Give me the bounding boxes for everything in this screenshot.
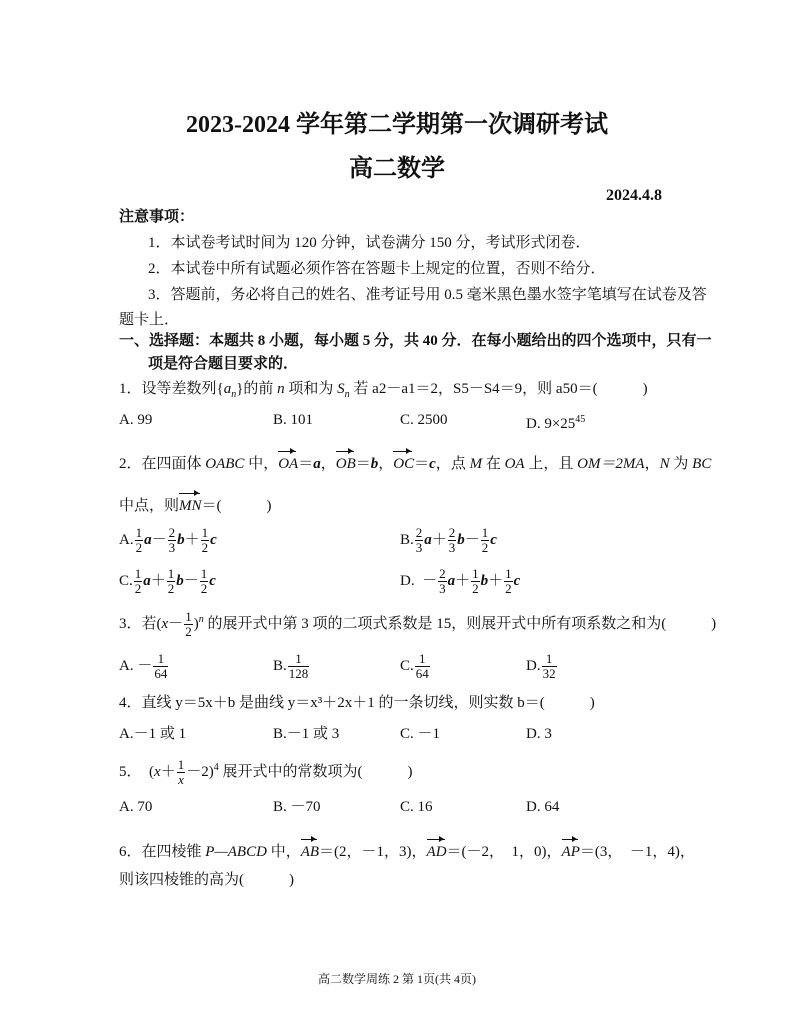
q4-option-c[interactable]: C. －1 [400, 726, 441, 742]
vector-ob: OB [336, 450, 356, 474]
q4-option-a[interactable]: A.－1 或 1 [119, 726, 187, 742]
question-2-stem-line2: 中点，则MN＝( ) [119, 492, 272, 516]
q4-option-d[interactable]: D. 3 [526, 726, 552, 742]
q5-option-a[interactable]: A. 70 [119, 799, 153, 815]
exam-title: 2023-2024 学年第二学期第一次调研考试 [186, 112, 608, 138]
q2-option-b[interactable]: B. $\frac{2}{3}$ a＋ $\frac{2}{3}$ b－ $\frac{1}{2}$ c [400, 525, 497, 555]
question-4-stem: 4．直线 y＝5x＋b 是曲线 y＝x³＋2x＋1 的一条切线，则实数 b＝( ) [119, 695, 595, 711]
q3-option-d[interactable]: D. $\frac{1}{32}$ [526, 651, 556, 681]
notice-item-2: 2．本试卷中所有试题必须作答在答题卡上规定的位置，否则不给分． [148, 261, 606, 277]
question-3-stem: 3．若(x－ $\frac{1}{2}$ )$^n$ 的展开式中第 3 项的二项式系数是 15，则展开式中所有项系数之和为( ) [119, 609, 717, 640]
notice-heading: 注意事项： [119, 209, 195, 225]
q5-option-c[interactable]: C. 16 [400, 799, 433, 815]
q5-option-b[interactable]: B. －70 [273, 799, 321, 815]
question-2-stem-line1: 2．在四面体 OABC 中，OA＝a，OB＝b，OC＝c，点 M 在 OA 上，且 OM＝2MA，N 为 BC [119, 450, 711, 474]
vector-ap: AP [562, 838, 580, 862]
notice-item-1: 1．本试卷考试时间为 120 分钟，试卷满分 150 分，考试形式闭卷． [148, 235, 591, 251]
vector-oc: OC [393, 450, 414, 474]
q2-option-a[interactable]: A. $\frac{1}{2}$ a－ $\frac{2}{3}$ b＋ $\frac{1}{2}$ c [119, 525, 217, 555]
q1-option-a[interactable]: A. 99 [119, 412, 153, 428]
q4-option-b[interactable]: B.－1 或 3 [273, 726, 340, 742]
section-heading-cont: 项是符合题目要求的． [148, 356, 299, 372]
exam-date: 2024.4.8 [606, 187, 662, 204]
vector-ad: AD [427, 838, 447, 862]
q3-option-a[interactable]: A. － $\frac{1}{64}$ [119, 651, 168, 681]
question-6-stem-line1: 6．在四棱锥 P—ABCD 中，AB＝(2，－1，3)，AD＝(－2， 1，0)，AP＝(3， －1，4)， [119, 838, 695, 862]
q2-option-d[interactable]: D. － $\frac{2}{3}$ a＋ $\frac{1}{2}$ b＋ $\frac{1}{2}$ c [400, 566, 521, 596]
page-footer: 高二数学周练 2 第 1页(共 4页) [318, 972, 476, 986]
question-1-stem: 1．设等差数列$\{a_n\}$的前 n 项和为 $S_n$ 若 a2－a1＝2，S5－S4＝9，则 a50＝( ) [119, 381, 648, 400]
vector-mn: MN [179, 492, 202, 516]
q5-option-d[interactable]: D. 64 [526, 799, 560, 815]
q3-option-c[interactable]: C. $\frac{1}{64}$ [400, 651, 429, 681]
question-6-stem-line2: 则该四棱锥的高为( ) [119, 872, 294, 888]
q3-option-b[interactable]: B. $\frac{1}{128}$ [273, 651, 309, 681]
q1-option-b[interactable]: B. 101 [273, 412, 314, 428]
section-heading: 一、选择题：本题共 8 小题，每小题 5 分，共 40 分．在每小题给出的四个选项中，只有一 [119, 333, 712, 349]
question-5-stem: 5． (x＋ $\frac{1}{x}$ －2)$^4$ 展开式中的常数项为( ) [119, 757, 413, 788]
q2-option-c[interactable]: C. $\frac{1}{2}$ a＋ $\frac{1}{2}$ b－ $\frac{1}{2}$ c [119, 566, 216, 596]
subject-title: 高二数学 [349, 156, 445, 182]
q1-option-d[interactable]: D. $9\times 25^{45}$ [526, 414, 586, 432]
notice-item-3-cont: 题卡上． [119, 312, 180, 328]
vector-oa: OA [278, 450, 298, 474]
notice-item-3: 3．答题前，务必将自己的姓名、准考证号用 0.5 毫米黑色墨水签字笔填写在试卷及答 [148, 287, 707, 303]
q1-option-c[interactable]: C. 2500 [400, 412, 448, 428]
vector-ab: AB [301, 838, 319, 862]
